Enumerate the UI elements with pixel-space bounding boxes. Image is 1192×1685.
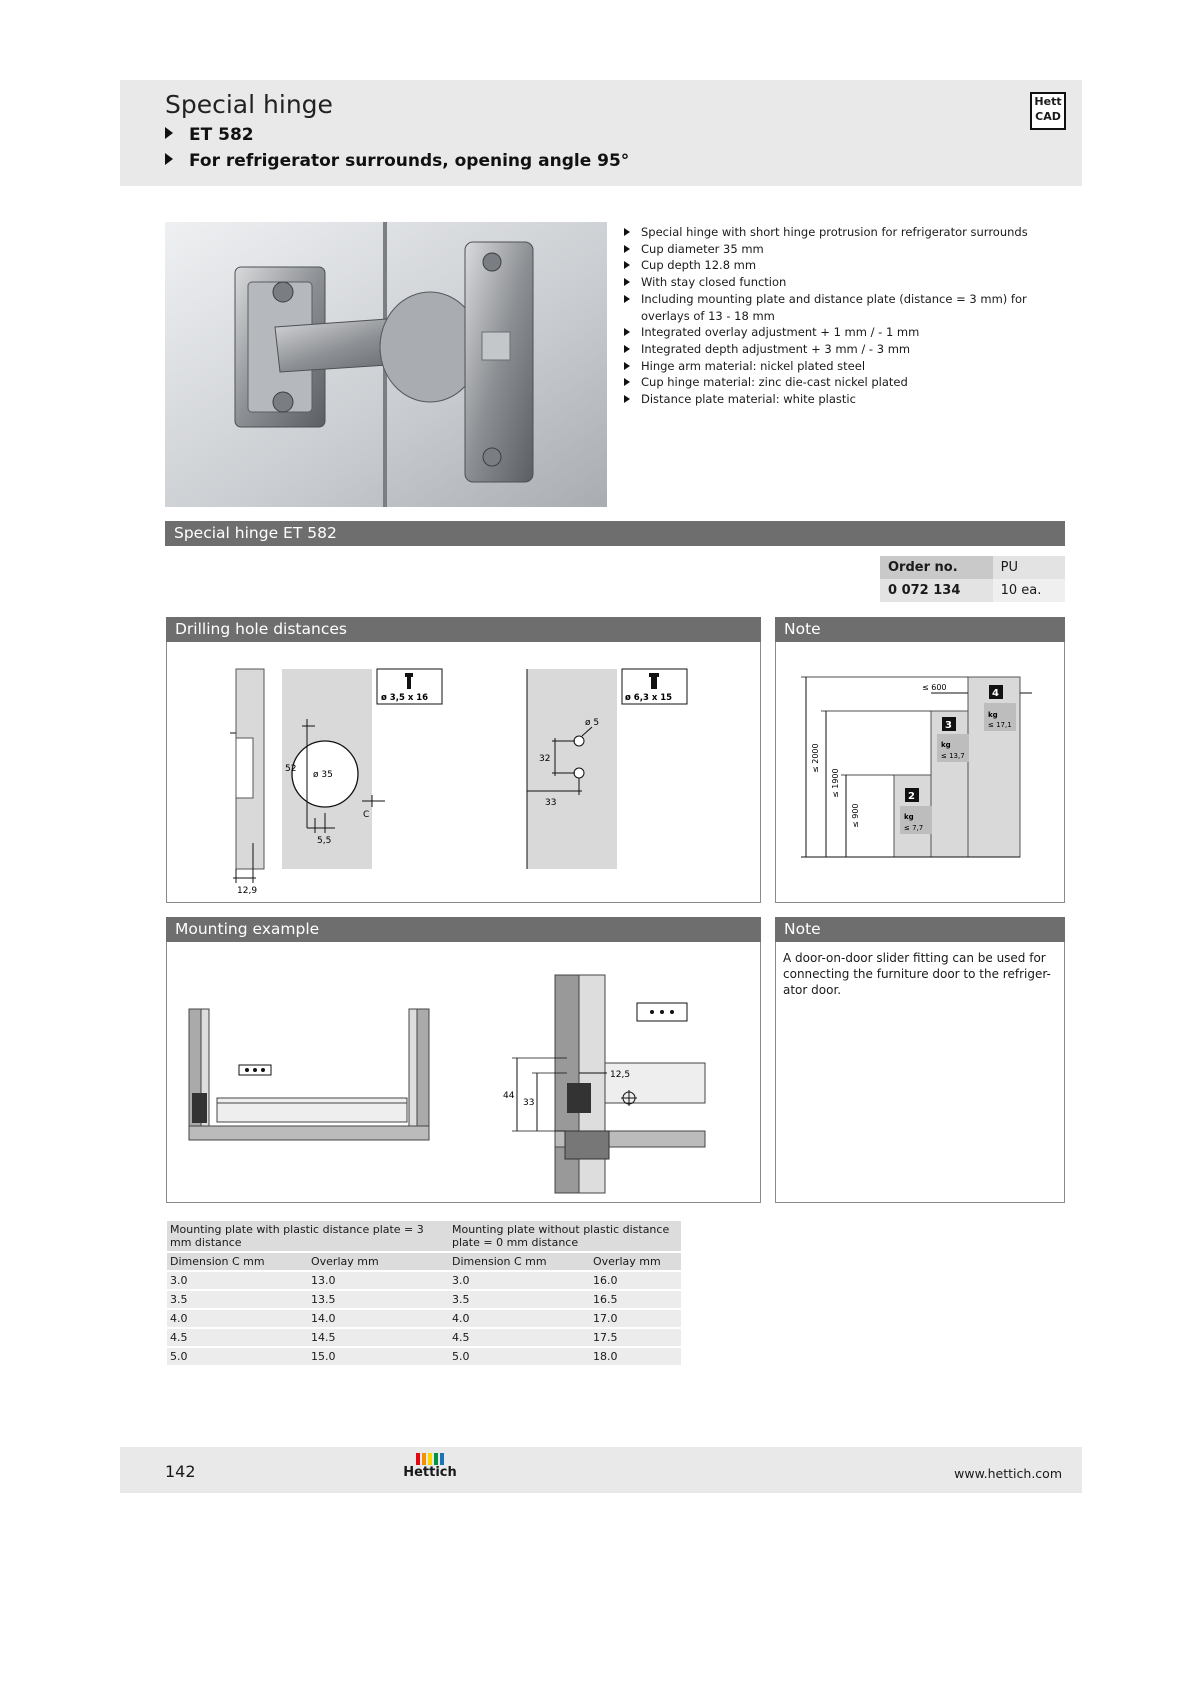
dim-table-header: Dimension C mm — [449, 1252, 590, 1271]
order-no-value[interactable]: 0 072 134 — [880, 579, 993, 602]
bullet-arrow-icon — [165, 153, 173, 165]
door-number-4: 4 — [992, 688, 999, 699]
hettich-logo-icon — [400, 1453, 460, 1465]
table-row — [167, 1309, 681, 1328]
dimension-table — [167, 1221, 681, 1367]
table-cell: 3.0 — [449, 1271, 590, 1290]
feature-item: With stay closed function — [622, 274, 1052, 291]
hettcad-badge-line2: CAD — [1035, 110, 1061, 123]
hettcad-badge[interactable] — [1030, 92, 1066, 130]
dim-table-header: Dimension C mm — [167, 1252, 308, 1271]
dim-52-label: 52 — [285, 764, 297, 774]
table-cell: 3.5 — [167, 1290, 308, 1309]
page-title: Special hinge — [165, 90, 333, 119]
table-cell: 5.0 — [167, 1347, 308, 1366]
screw-size-label-1: ø 3,5 x 16 — [381, 693, 429, 703]
product-photo — [165, 222, 607, 507]
note-2-text: A door-on-door slider fitting can be used for connecting the furniture door to the refriger-ator door. — [783, 951, 1051, 997]
table-cell: 3.5 — [449, 1290, 590, 1309]
table-cell: 3.0 — [167, 1271, 308, 1290]
mounting-diagram — [167, 943, 760, 1201]
table-cell: 17.0 — [590, 1309, 681, 1328]
feature-item: Special hinge with short hinge protrusion for refrigerator surrounds — [622, 224, 1052, 241]
door-weight-diagram — [776, 643, 1064, 901]
feature-item: Cup hinge material: zinc die-cast nickel plated — [622, 374, 1052, 391]
page-number: 142 — [165, 1462, 196, 1481]
footer-band — [120, 1447, 1082, 1493]
table-row — [167, 1328, 681, 1347]
mounting-section-title: Mounting example — [166, 917, 761, 942]
subtitle-description: For refrigerator surrounds, opening angle 95° — [165, 151, 629, 171]
dim-12-9-label: 12,9 — [237, 886, 258, 896]
height-1900-label: ≤ 1900 — [831, 768, 840, 798]
table-cell: 13.0 — [308, 1271, 449, 1290]
dim-table-header: Overlay mm — [308, 1252, 449, 1271]
dim-table-header: Overlay mm — [590, 1252, 681, 1271]
dim-cup-diameter-label: ø 35 — [313, 770, 333, 780]
note-section-2-title: Note — [775, 917, 1065, 942]
weight-icon: kg — [904, 813, 914, 821]
height-900-label: ≤ 900 — [851, 803, 860, 828]
dim-table-group-2: Mounting plate without plastic distance plate = 0 mm distance — [449, 1221, 681, 1252]
table-cell: 5.0 — [449, 1347, 590, 1366]
height-2000-label: ≤ 2000 — [811, 743, 820, 773]
weight-icon: kg — [988, 711, 998, 719]
door-number-3: 3 — [945, 720, 952, 731]
door-number-2: 2 — [908, 791, 915, 802]
footer-url[interactable]: www.hettich.com — [954, 1466, 1062, 1481]
dim-33-mount-label: 33 — [523, 1098, 535, 1108]
table-cell: 16.5 — [590, 1290, 681, 1309]
screw-size-label-2: ø 6,3 x 15 — [625, 693, 673, 703]
table-cell: 14.5 — [308, 1328, 449, 1347]
hettcad-badge-line1: Hett — [1034, 95, 1062, 108]
feature-item: Cup depth 12.8 mm — [622, 257, 1052, 274]
table-cell: 17.5 — [590, 1328, 681, 1347]
table-row — [167, 1271, 681, 1290]
bullet-arrow-icon — [165, 127, 173, 139]
feature-item: Hinge arm material: nickel plated steel — [622, 358, 1052, 375]
dim-32-label: 32 — [539, 754, 551, 764]
dim-12-5-label: 12,5 — [610, 1070, 631, 1080]
drilling-diagram — [167, 643, 760, 901]
table-cell: 18.0 — [590, 1347, 681, 1366]
feature-item: Integrated depth adjustment + 3 mm / - 3 mm — [622, 341, 1052, 358]
order-table — [880, 556, 1065, 602]
feature-item: Integrated overlay adjustment + 1 mm / - 1 mm — [622, 324, 1052, 341]
feature-item: Including mounting plate and distance plate (distance = 3 mm) for overlays of 13 - 18 mm — [622, 291, 1052, 324]
dim-hole-diameter-label: ø 5 — [585, 718, 600, 728]
hettich-logo-text: Hettich — [403, 1465, 457, 1480]
dim-33-label: 33 — [545, 798, 557, 808]
feature-item: Distance plate material: white plastic — [622, 391, 1052, 408]
dim-5-5-label: 5,5 — [317, 836, 332, 846]
weight-17-1-label: ≤ 17,1 — [988, 721, 1012, 729]
table-cell: 14.0 — [308, 1309, 449, 1328]
width-600-label: ≤ 600 — [922, 683, 947, 692]
weight-13-7-label: ≤ 13,7 — [941, 752, 965, 760]
drilling-section-title: Drilling hole distances — [166, 617, 761, 642]
table-cell: 4.0 — [167, 1309, 308, 1328]
dim-table-group-1: Mounting plate with plastic distance plate = 3 mm distance — [167, 1221, 449, 1252]
order-no-header: Order no. — [880, 556, 993, 579]
dim-c-label: C — [363, 810, 370, 820]
table-row — [167, 1290, 681, 1309]
note-section-1-title: Note — [775, 617, 1065, 642]
table-row — [167, 1347, 681, 1366]
pu-header: PU — [993, 556, 1065, 579]
feature-item: Cup diameter 35 mm — [622, 241, 1052, 258]
product-section-bar: Special hinge ET 582 — [165, 521, 1065, 546]
dim-44-label: 44 — [503, 1091, 515, 1101]
feature-list — [622, 224, 1052, 408]
table-cell: 15.0 — [308, 1347, 449, 1366]
table-cell: 4.5 — [167, 1328, 308, 1347]
pu-value: 10 ea. — [993, 579, 1065, 602]
table-cell: 16.0 — [590, 1271, 681, 1290]
hettich-logo — [400, 1453, 460, 1480]
weight-7-7-label: ≤ 7,7 — [904, 824, 924, 832]
table-cell: 4.5 — [449, 1328, 590, 1347]
weight-icon: kg — [941, 741, 951, 749]
table-cell: 4.0 — [449, 1309, 590, 1328]
table-cell: 13.5 — [308, 1290, 449, 1309]
subtitle-model: ET 582 — [165, 125, 254, 145]
